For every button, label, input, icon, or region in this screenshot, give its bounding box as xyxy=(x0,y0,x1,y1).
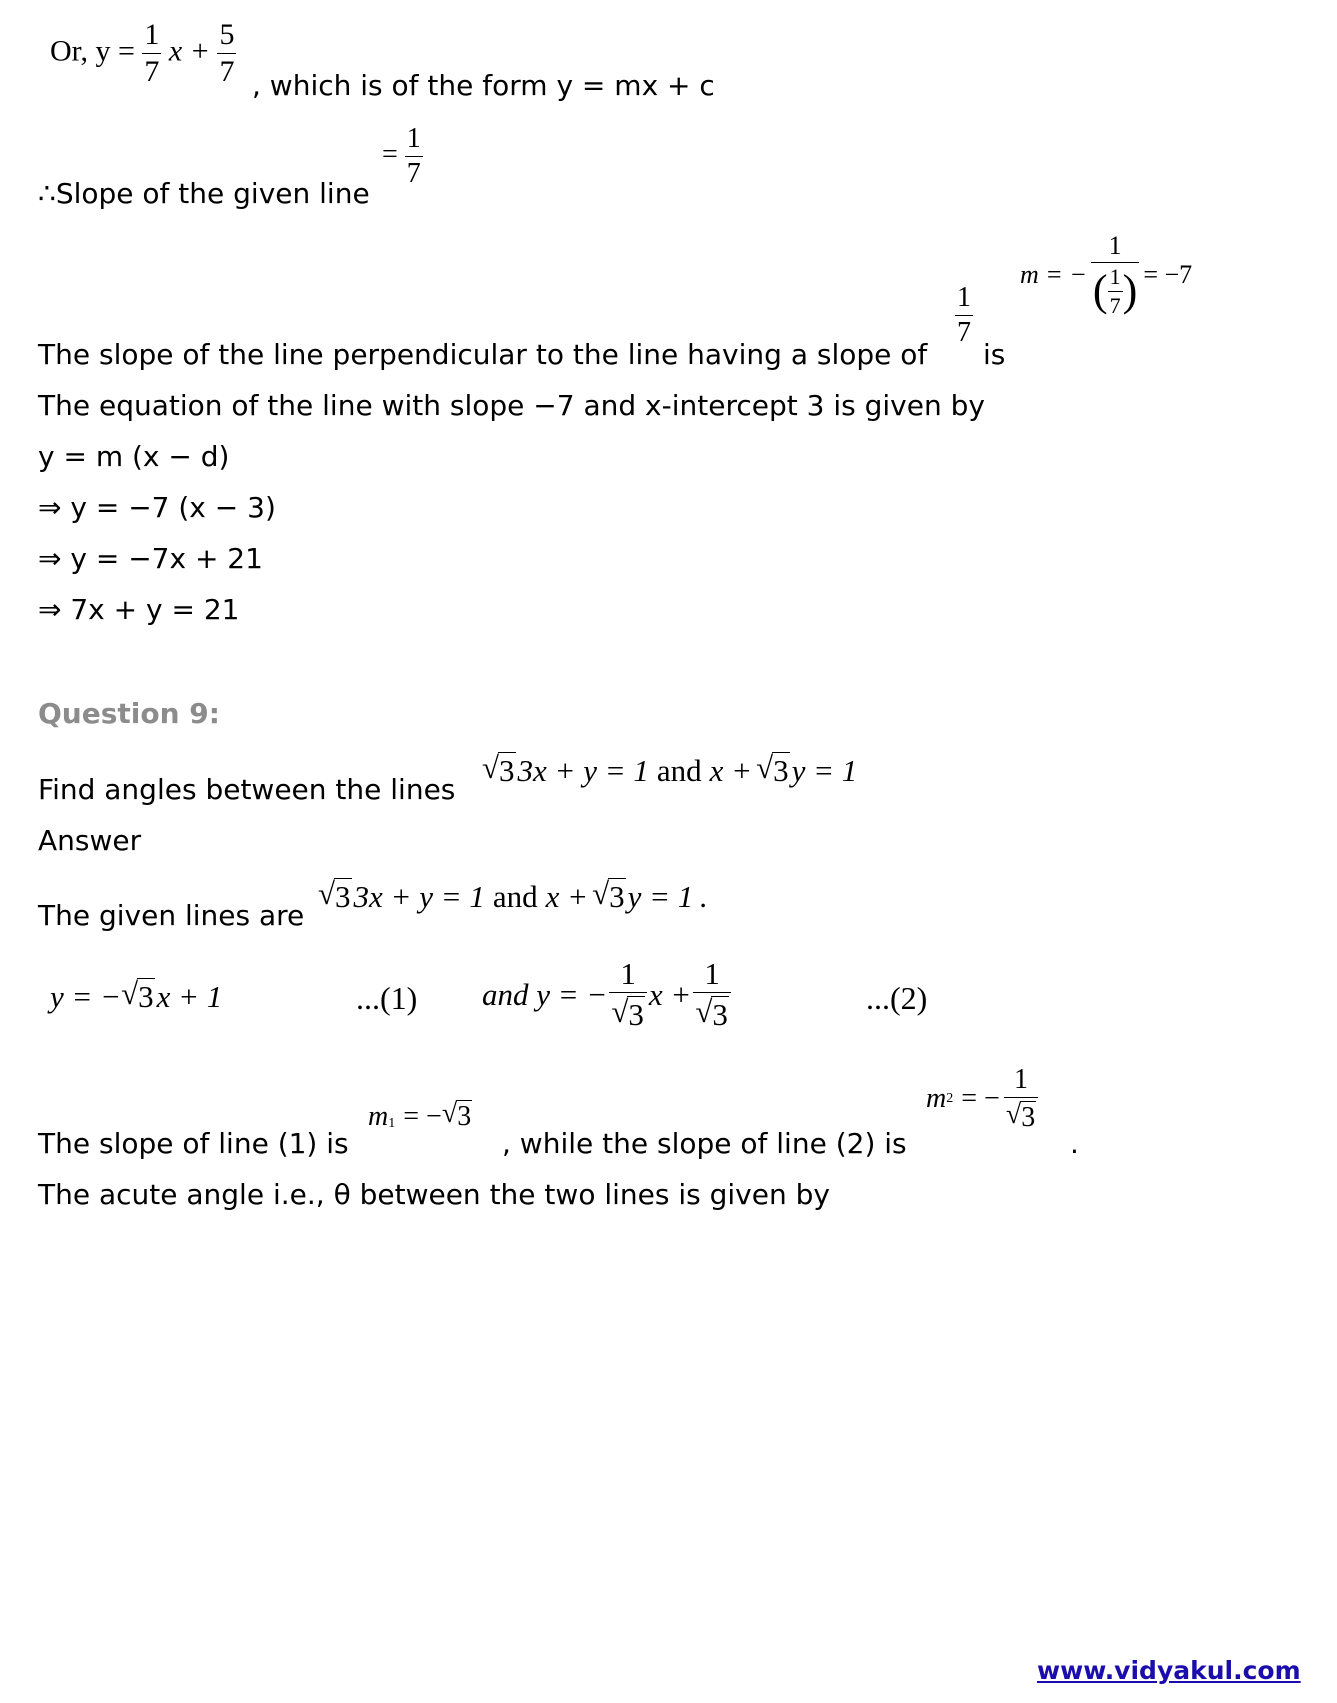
question-equations xyxy=(482,752,857,786)
slope-given-fraction xyxy=(405,125,423,188)
frac-num: 1 xyxy=(406,123,421,154)
radical-sign: √ xyxy=(318,876,336,911)
radicand: 3 xyxy=(1021,1102,1036,1133)
radical-sign: √ xyxy=(611,994,629,1029)
period: . xyxy=(699,879,708,914)
eq1-post: x + 1 xyxy=(156,979,223,1014)
m-label: m = − xyxy=(1020,260,1087,289)
footer-website-link[interactable]: www.vidyakul.com xyxy=(1037,1656,1301,1685)
eq-b-pre: x + xyxy=(545,879,589,914)
inner-num: 1 xyxy=(1109,264,1121,289)
radicand: 3 xyxy=(712,997,728,1032)
or-prefix: Or, y = xyxy=(50,34,135,68)
and-word: and xyxy=(492,879,538,914)
outer-num: 1 xyxy=(1108,231,1122,260)
frac-den: 7 xyxy=(219,55,235,88)
radical-sign: √ xyxy=(695,994,713,1029)
eq-b-post: y = 1 xyxy=(627,879,694,914)
m1-symbol: m xyxy=(368,1101,389,1132)
given-lines-label: The given lines are xyxy=(38,899,305,932)
radicand: 3 xyxy=(773,753,789,788)
perp-is: is xyxy=(983,338,1006,371)
m2-subscript: 2 xyxy=(946,1091,954,1106)
fraction-five-sevenths xyxy=(217,20,236,87)
m1-subscript: 1 xyxy=(388,1116,396,1131)
slope-given-value xyxy=(382,125,423,188)
question-heading: Question 9: xyxy=(38,697,220,730)
eq-a: 3x + y = 1 xyxy=(517,753,649,788)
question-prompt: Find angles between the lines xyxy=(38,773,456,806)
perp-slope-formula xyxy=(1020,233,1192,317)
equation-step-1: y = m (x − d) xyxy=(38,440,230,473)
m2-eq: = − xyxy=(961,1083,1000,1114)
compound-fraction xyxy=(1091,233,1139,317)
right-paren: ) xyxy=(1122,266,1138,316)
frac-den xyxy=(1004,1098,1038,1132)
radicand: 3 xyxy=(457,1101,472,1132)
radicand: 3 xyxy=(335,879,351,914)
eq-a: 3x + y = 1 xyxy=(353,879,485,914)
radicand: 3 xyxy=(499,753,515,788)
slope-line-1-text: The slope of line (1) is xyxy=(38,1127,349,1160)
sqrt-three xyxy=(695,996,729,1030)
sqrt-three xyxy=(121,978,155,1012)
eq-b-pre: x + xyxy=(709,753,753,788)
line-eq-2 xyxy=(482,958,733,1030)
frac-den xyxy=(609,993,647,1030)
frac-den xyxy=(693,993,731,1030)
radical-sign: √ xyxy=(482,750,500,785)
x-plus: x + xyxy=(648,976,692,1012)
fraction-one-seventh xyxy=(142,20,161,87)
and-word: and xyxy=(656,753,702,788)
slope-period: . xyxy=(1070,1127,1079,1160)
m2-symbol: m xyxy=(926,1083,947,1114)
inner-den: 7 xyxy=(1109,293,1121,318)
one-over-sqrt3 xyxy=(693,958,731,1030)
outer-den xyxy=(1091,263,1139,317)
or-equation xyxy=(50,20,236,87)
ref-1: ...(1) xyxy=(356,980,418,1016)
frac-num: 1 xyxy=(1014,1064,1029,1095)
m2-formula xyxy=(926,1066,1038,1132)
acute-angle-text: The acute angle i.e., θ between the two lines is given by xyxy=(38,1178,830,1211)
equation-step-3: ⇒ y = −7x + 21 xyxy=(38,542,263,575)
line-eq-1 xyxy=(50,978,222,1012)
form-text: , which is of the form y = mx + c xyxy=(252,69,715,102)
equation-intro: The equation of the line with slope −7 and x-intercept 3 is given by xyxy=(38,389,985,422)
left-paren: ( xyxy=(1092,266,1108,316)
slope-given-label: ∴Slope of the given line xyxy=(38,177,370,210)
equation-step-2: ⇒ y = −7 (x − 3) xyxy=(38,491,276,524)
frac-den: 7 xyxy=(406,158,421,189)
sqrt-three xyxy=(1006,1101,1036,1132)
eq-b-post: y = 1 xyxy=(791,753,858,788)
frac-num: 1 xyxy=(144,18,160,51)
radicand: 3 xyxy=(138,979,154,1014)
one-seventh-fraction xyxy=(955,284,973,347)
ref-2: ...(2) xyxy=(866,980,928,1016)
one-over-sqrt3 xyxy=(1004,1066,1038,1132)
equation-step-4: ⇒ 7x + y = 21 xyxy=(38,593,240,626)
x-plus: x + xyxy=(168,34,210,68)
frac-den: 7 xyxy=(957,317,971,348)
sqrt-three xyxy=(611,996,645,1030)
m1-formula xyxy=(368,1100,472,1131)
radical-sign: √ xyxy=(592,876,610,911)
perp-text: The slope of the line perpendicular to the line having a slope of xyxy=(38,338,928,371)
sqrt-three xyxy=(592,878,626,912)
eq1-pre: y = − xyxy=(50,979,122,1014)
inner-fraction xyxy=(1108,266,1123,317)
given-equations xyxy=(318,878,707,912)
radicand: 3 xyxy=(628,997,644,1032)
frac-num: 5 xyxy=(219,18,235,51)
sqrt-three xyxy=(756,752,790,786)
answer-label: Answer xyxy=(38,824,142,857)
frac-num: 1 xyxy=(957,282,971,313)
m1-eq: = − xyxy=(403,1101,442,1132)
radical-sign: √ xyxy=(756,750,774,785)
frac-den: 7 xyxy=(144,55,160,88)
sqrt-three xyxy=(482,752,516,786)
radicand: 3 xyxy=(609,879,625,914)
perp-fraction xyxy=(955,284,973,347)
and-y: and y = − xyxy=(482,976,608,1012)
sqrt-three xyxy=(318,878,352,912)
frac-num: 1 xyxy=(620,956,636,991)
radical-sign: √ xyxy=(441,1098,458,1129)
sqrt-three xyxy=(442,1100,472,1131)
frac-num: 1 xyxy=(704,956,720,991)
perp-result: = −7 xyxy=(1143,260,1193,289)
radical-sign: √ xyxy=(121,976,139,1011)
equals-sign: = xyxy=(382,138,398,170)
slope-line-2-text: , while the slope of line (2) is xyxy=(502,1127,907,1160)
one-over-sqrt3 xyxy=(609,958,647,1030)
radical-sign: √ xyxy=(1005,1099,1022,1130)
